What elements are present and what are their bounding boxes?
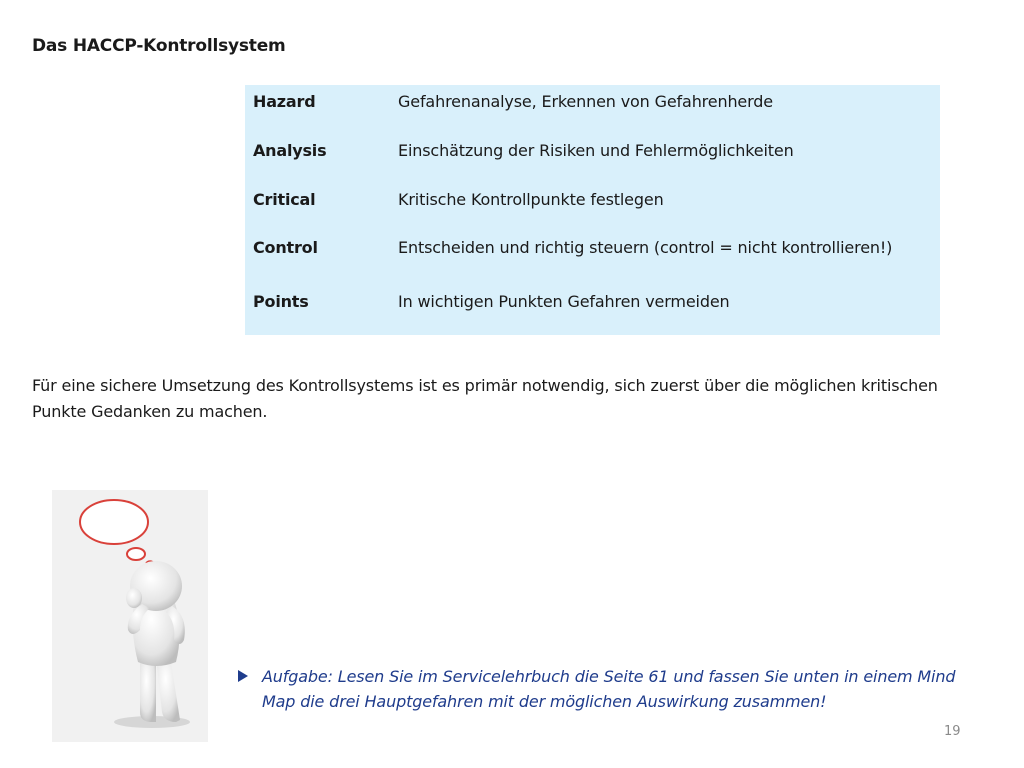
- thinking-person-illustration: [52, 490, 208, 742]
- acronym-term: Hazard: [253, 92, 316, 111]
- thought-bubble-icon: [80, 500, 154, 567]
- acronym-row-points: [245, 290, 940, 314]
- thinking-person-icon: [52, 490, 208, 742]
- acronym-term: Control: [253, 238, 318, 257]
- acronym-row-control: [245, 236, 940, 260]
- triangle-bullet-icon: [238, 670, 248, 682]
- acronym-description: Kritische Kontrollpunkte festlegen: [398, 190, 664, 209]
- acronym-row-analysis: [245, 139, 940, 163]
- task-text: Aufgabe: Lesen Sie im Servicelehrbuch die Seite 61 und fassen Sie unten in einem Mind Map die drei Hauptgefahren mit der möglichen Auswirkung zusammen!: [262, 667, 956, 711]
- acronym-row-critical: [245, 188, 940, 212]
- acronym-row-hazard: [245, 90, 940, 114]
- page-title: Das HACCP-Kontrollsystem: [32, 36, 286, 56]
- acronym-term: Points: [253, 292, 309, 311]
- acronym-description: Gefahrenanalyse, Erkennen von Gefahrenherde: [398, 92, 773, 111]
- page-number: 19: [944, 724, 961, 739]
- acronym-description: Einschätzung der Risiken und Fehlermöglichkeiten: [398, 141, 794, 160]
- intro-paragraph: Für eine sichere Umsetzung des Kontrollsystems ist es primär notwendig, sich zuerst über die möglichen kritischen Punkte Gedanken zu machen.: [32, 376, 938, 421]
- acronym-term: Critical: [253, 190, 316, 209]
- acronym-term: Analysis: [253, 141, 327, 160]
- haccp-acronym-table: [245, 85, 940, 335]
- acronym-description: In wichtigen Punkten Gefahren vermeiden: [398, 292, 730, 311]
- acronym-description: Entscheiden und richtig steuern (control = nicht kontrollieren!): [398, 238, 893, 257]
